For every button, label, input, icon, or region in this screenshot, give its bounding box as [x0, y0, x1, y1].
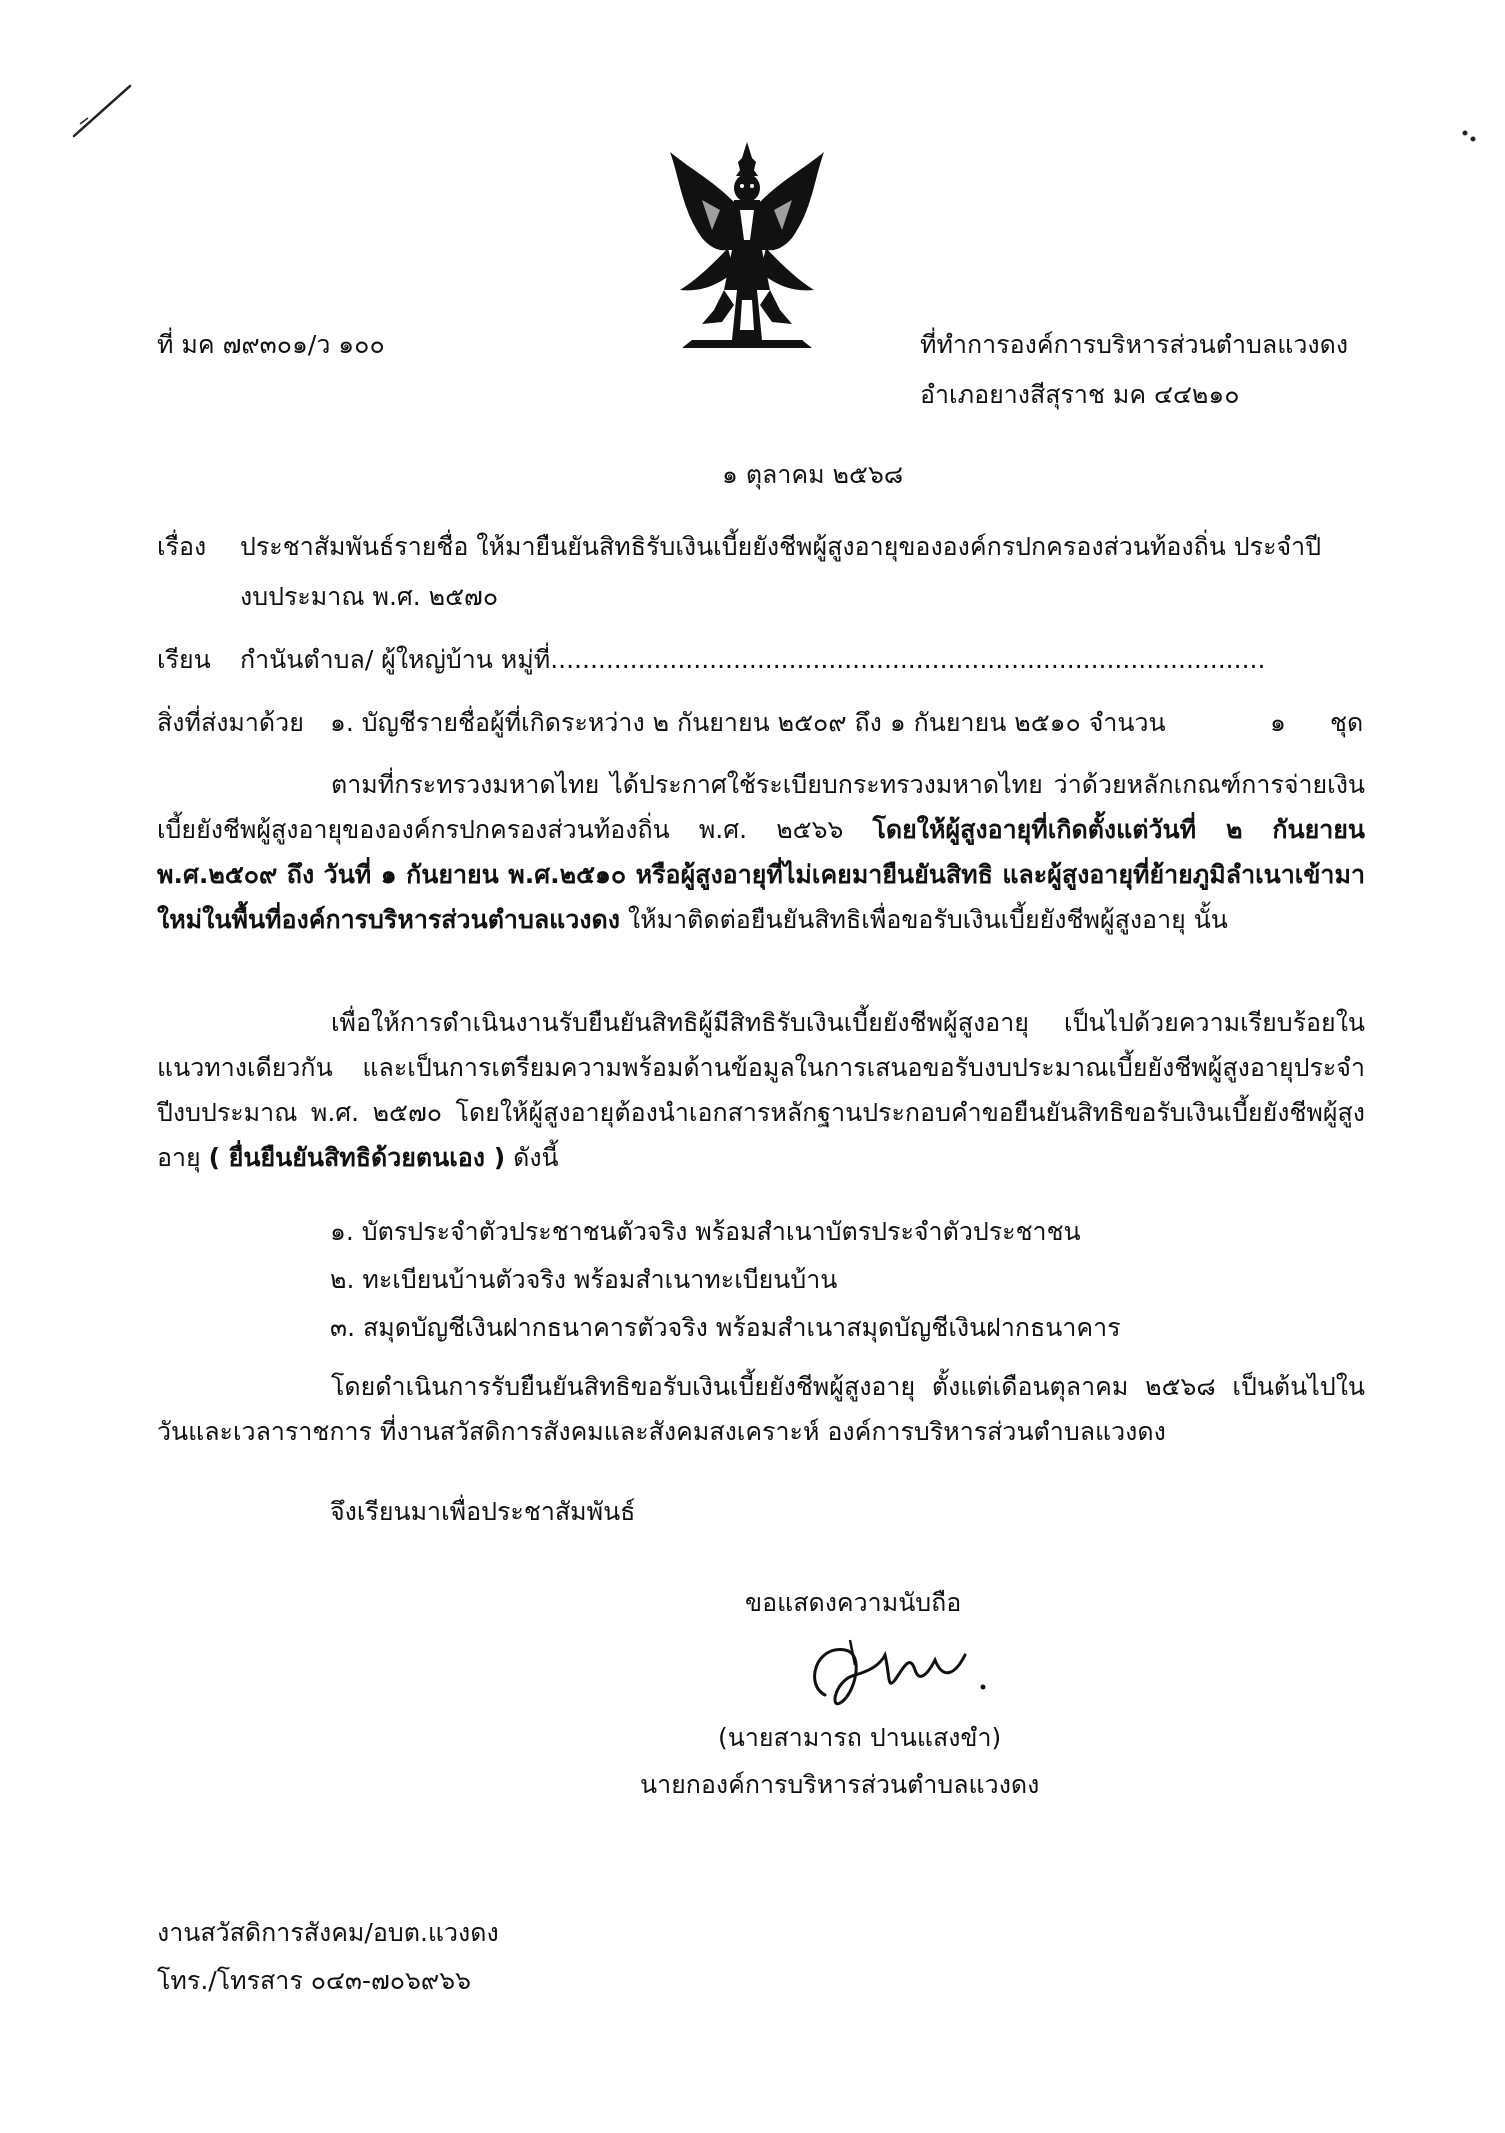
addressee-label: เรียน [157, 645, 211, 674]
signer-title: นายกองค์การบริหารส่วนตำบลแวงดง [640, 1770, 1040, 1799]
body-paragraph-1 [157, 762, 1365, 942]
required-document-1: ๑. บัตรประจำตัวประชาชนตัวจริง พร้อมสำเนาบัตรประจำตัวประชาชน [330, 1217, 1081, 1246]
pen-mark [70, 80, 140, 140]
paragraph-3-text: โดยดำเนินการรับยืนยันสิทธิขอรับเงินเบี้ยยังชีพผู้สูงอายุ ตั้งแต่เดือนตุลาคม ๒๕๖๘ เป็นต้นไปในวันและเวลาราชการ ที่งานสวัสดิการสังคมและสังคมสงเคราะห์ องค์การบริหารส่วนตำบลแวงดง [157, 1372, 1365, 1446]
body-paragraph-2 [157, 1000, 1365, 1180]
paragraph-2-tail: ดังนี้ [505, 1143, 559, 1172]
document-date: ๑ ตุลาคม ๒๕๖๘ [722, 460, 904, 489]
speck-mark [1455, 125, 1485, 155]
paragraph-1-tail: ให้มาติดต่อยืนยันสิทธิเพื่อขอรับเงินเบี้ยยังชีพผู้สูงอายุ นั้น [619, 905, 1228, 934]
enclosure-unit: ชุด [1330, 708, 1364, 737]
closing-line: จึงเรียนมาเพื่อประชาสัมพันธ์ [330, 1497, 636, 1526]
paragraph-1-bold-text: โดยให้ผู้สูงอายุที่เกิดตั้งแต่วันที่ ๒ กันยายน พ.ศ.๒๕๐๙ ถึง วันที่ ๑ กันยายน พ.ศ.๒๕๑๐ หรือผู้สูงอายุที่ไม่เคยมายืนยันสิทธิ และผู้สูงอายุที่ย้ายภูมิลำเนาเข้ามาใหม่ในพื้นที่องค์การบริหารส่วนตำบลแวงดง [157, 815, 1365, 934]
subject-line2: งบประมาณ พ.ศ. ๒๕๗๐ [240, 582, 499, 611]
handwritten-signature [795, 1625, 1025, 1725]
garuda-emblem-icon [662, 140, 832, 350]
enclosure-item: ๑. บัญชีรายชื่อผู้ที่เกิดระหว่าง ๒ กันยายน ๒๕๐๙ ถึง ๑ กันยายน ๒๕๑๐ จำนวน [330, 708, 1166, 737]
footer-phone: โทร./โทรสาร ๐๔๓-๗๐๖๙๖๖ [157, 1966, 471, 1995]
reference-number: ที่ มค ๗๙๓๐๑/ว ๑๐๐ [157, 330, 385, 359]
body-paragraph-3 [157, 1364, 1365, 1454]
paragraph-2-text: เพื่อให้การดำเนินงานรับยืนยันสิทธิผู้มีสิทธิรับเงินเบี้ยยังชีพผู้สูงอายุ เป็นไปด้วยความเรียบร้อยในแนวทางเดียวกัน และเป็นการเตรียมความพร้อมด้านข้อมูลในการเสนอขอรับงบประมาณเบี้ยยังชีพผู้สูงอายุประจำปีงบประมาณ พ.ศ. ๒๕๗๐ โดยให้ผู้สูงอายุต้องนำเอกสารหลักฐานประกอบคำขอยืนยันสิทธิขอรับเงินเบี้ยยังชีพผู้สูงอายุ [157, 1008, 1365, 1172]
required-document-2: ๒. ทะเบียนบ้านตัวจริง พร้อมสำเนาทะเบียนบ้าน [330, 1265, 838, 1294]
paragraph-2-bold-text: ( ยื่นยืนยันสิทธิด้วยตนเอง ) [208, 1143, 506, 1172]
footer-department: งานสวัสดิการสังคม/อบต.แวงดง [157, 1918, 499, 1947]
office-address-line2: อำเภอยางสีสุราช มค ๔๔๒๑๐ [920, 380, 1240, 409]
paragraph-1-text: ตามที่กระทรวงมหาดไทย ได้ประกาศใช้ระเบียบกระทรวงมหาดไทย ว่าด้วยหลักเกณฑ์การจ่ายเงินเบี้ยยังชีพผู้สูงอายุขององค์กรปกครองส่วนท้องถิ่น พ.ศ. ๒๕๖๖ [157, 770, 1365, 844]
enclosure-qty: ๑ [1270, 708, 1286, 737]
subject-line1: ประชาสัมพันธ์รายชื่อ ให้มายืนยันสิทธิรับเงินเบี้ยยังชีพผู้สูงอายุขององค์กรปกครองส่วนท้องถิ่น ประจำปี [240, 532, 1322, 561]
subject-label: เรื่อง [157, 532, 207, 561]
signer-name: (นายสามารถ ปานแสงขำ) [718, 1723, 1002, 1752]
office-address-line1: ที่ทำการองค์การบริหารส่วนตำบลแวงดง [920, 330, 1349, 359]
addressee-text: กำนันตำบล/ ผู้ใหญ่บ้าน หมู่ที่.......................................................................................... [240, 645, 1266, 674]
enclosure-label: สิ่งที่ส่งมาด้วย [157, 708, 304, 737]
regards-text: ขอแสดงความนับถือ [745, 1588, 962, 1617]
required-document-3: ๓. สมุดบัญชีเงินฝากธนาคารตัวจริง พร้อมสำเนาสมุดบัญชีเงินฝากธนาคาร [330, 1313, 1121, 1342]
